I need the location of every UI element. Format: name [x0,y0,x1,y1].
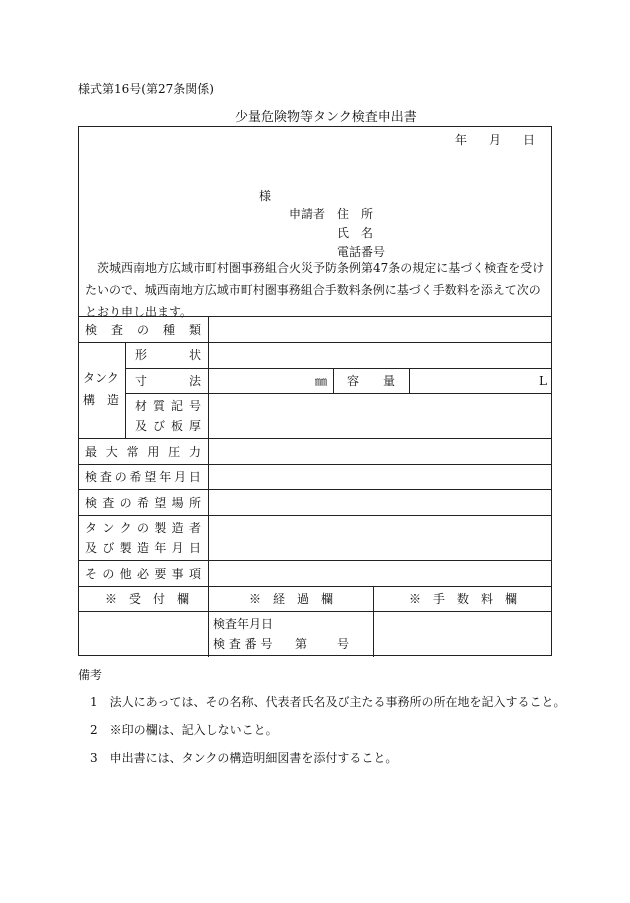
note-item: 1 法人にあっては、その名称、代表者氏名及び主たる事務所の所在地を記入すること。 [90,695,566,709]
address-label: 住 所 [337,207,374,221]
reception-column-header: ※ 受 付 欄 [105,592,190,606]
tank-structure-label-2: 構 造 [83,393,120,407]
note-item: 3 申出書には、タンクの構造明細図書を添付すること。 [90,751,398,765]
shape-label: 形 状 [135,348,201,362]
max-pressure-label: 最 大 常 用 圧 力 [85,445,201,459]
statement-text: 茨城西南地方広域市町村圏事務組合火災予防条例第47条の規定に基づく検査を受けたいので、城西南地方広域市町村圏事務組合手数料条例に基づく手数料を添えて次のとおり申し出ます。 [85,261,545,319]
document-title: 少量危険物等タンク検査申出書 [235,110,417,125]
capacity-unit: L [539,374,547,388]
note-item: 2 ※印の欄は、記入しないこと。 [90,723,278,737]
dimensions-label: 寸 法 [135,374,201,388]
material-label-2: 及 び 板 厚 [135,419,201,433]
other-label: そ の 他 必 要 事 項 [85,567,201,581]
number-prefix: 第 [295,637,308,651]
name-label: 氏 名 [337,226,374,240]
fee-column-header: ※ 手 数 料 欄 [409,592,518,606]
progress-column-header: ※ 経 過 欄 [249,592,334,606]
application-form [78,126,552,656]
desired-date-label: 検 査 の 希 望 年 月 日 [85,470,201,484]
date-month-label: 月 [489,133,502,147]
capacity-label: 容 量 [347,374,395,388]
notes-list [90,688,566,772]
applicant-label: 申請者 [289,207,326,221]
number-suffix: 号 [337,637,350,651]
manufacturer-label-1: タ ン ク の 製 造 者 [85,521,201,535]
date-day-label: 日 [523,133,536,147]
manufacturer-label-2: 及 び 製 造 年 月 日 [85,541,201,555]
dimensions-unit: ㎜ [315,374,328,388]
addressee-suffix: 様 [259,189,272,203]
form-number: 様式第16号(第27条関係) [78,82,214,96]
inspection-number-label: 検 査 番 号 [213,637,273,651]
tank-structure-label-1: タンク [83,371,119,385]
desired-place-label: 検 査 の 希 望 場 所 [85,496,201,510]
material-label-1: 材 質 記 号 [135,399,201,413]
phone-label: 電話番号 [337,245,386,259]
notes-heading: 備考 [78,668,103,682]
inspection-type-label: 検 査 の 種 類 [85,323,201,337]
date-year-label: 年 [455,133,468,147]
inspection-date-label: 検査年月日 [213,617,274,631]
